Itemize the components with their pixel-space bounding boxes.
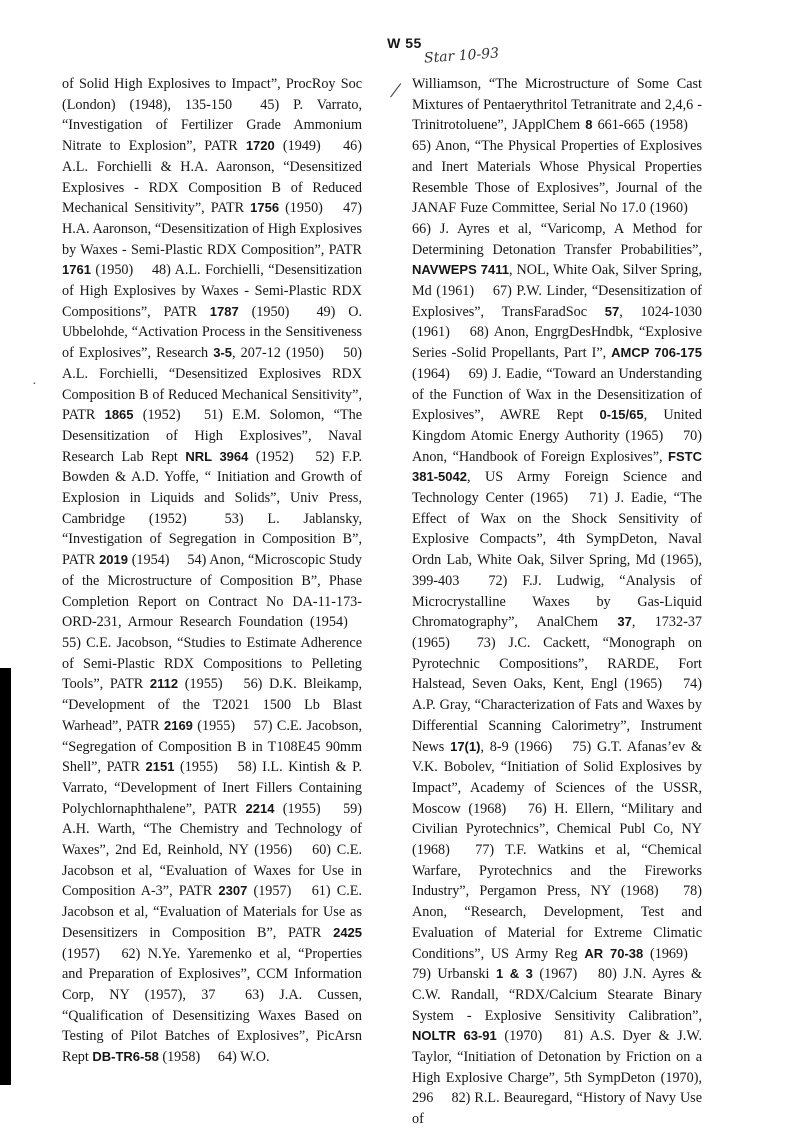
reference-tail: (1954) xyxy=(131,552,170,569)
reference-number: 59) xyxy=(343,800,362,817)
reference-bold-ref: NOLTR 63-91 xyxy=(412,1028,497,1044)
reference-text: N.Ye. Yaremenko et al, “Properties and Preparation of Explosives”, CCM Information Corp, NY (1957), 37 xyxy=(62,945,362,1003)
reference-text: A.L. Forchielli, “Desensitized Explosives RDX Composition B of Reduced Mechanical Sensitivity”, PATR xyxy=(62,365,362,424)
reference-tail: (1952) xyxy=(255,448,294,465)
reference-number: 61) xyxy=(311,883,331,900)
reference-tail: , United Kingdom Atomic Energy Authority (1965) xyxy=(412,407,703,444)
reference-bold-ref: 1756 xyxy=(250,200,280,216)
reference-tail: (1957) xyxy=(253,883,292,900)
reference-number: 77) xyxy=(475,842,495,859)
reference-bold-ref: 8 xyxy=(585,117,593,133)
page-number: W 55 xyxy=(387,35,422,51)
reference-text: A.L. Forchielli & H.A. Aaronson, “Desensitized Explosives - RDX Composition B of Reduced Mechanical Sensitivity”, PATR xyxy=(62,158,362,217)
reference-text: Anon, “The Physical Properties of Explosives and Inert Materials Whose Physical Properties Resemble Those of Explosives”, Journal of the JANAF Fuze Committee, Serial No 17.0 (1960) xyxy=(412,138,702,217)
reference-tail: (1964) xyxy=(412,365,450,382)
reference-text: Urbanski xyxy=(437,966,490,983)
reference-number: 60) xyxy=(312,842,332,859)
reference-number: 50) xyxy=(343,345,363,362)
reference-tail: (1950) xyxy=(95,262,134,279)
reference-number: 49) xyxy=(316,303,336,320)
reference-number: 70) xyxy=(683,427,702,444)
reference-number: 57) xyxy=(253,717,273,734)
reference-text: J. Eadie, “The Effect of Wax on the Shock Sensitivity of Explosive Compacts”, 4th SympDeton, Naval Ordn Lab, White Oak, Silver Spring, Md (1965), 399-403 xyxy=(412,490,703,589)
reference-text: W.O. xyxy=(240,1049,270,1066)
reference-bold-ref: 1761 xyxy=(62,262,91,278)
reference-text: P.W. Linder, “Desensitization of Explosives”, TransFaradSoc xyxy=(412,283,702,320)
reference-tail: (1955) xyxy=(184,676,223,693)
reference-text: J.N. Ayres & C.W. Randall, “RDX/Calcium Stearate Binary System - Explosive Sensitivity Calibration”, xyxy=(412,966,703,1024)
reference-number: 47) xyxy=(343,200,363,217)
reference-text: A.L. Forchielli, “Desensitization of High Explosives by Waxes - Semi-Plastic RDX Compositions”, PATR xyxy=(62,262,363,320)
reference-tail: (1957) xyxy=(62,945,100,962)
reference-bold-ref: AR 70-38 xyxy=(584,945,644,961)
reference-tail: , 207-12 (1950) xyxy=(232,345,324,362)
reference-number: 65) xyxy=(412,138,431,155)
reference-text: A.S. Dyer & J.W. Taylor, “Initiation of Detonation by Friction on a High Explosive Charge”, 5th SympDeton (1970), 296 xyxy=(412,1028,702,1107)
reference-number: 74) xyxy=(683,676,702,693)
reference-entry xyxy=(412,366,702,444)
reference-bold-ref: 3-5 xyxy=(213,345,233,361)
reference-tail: , NOL, White Oak, Silver Spring, Md (1961) xyxy=(412,262,702,300)
reference-number: 82) xyxy=(451,1090,471,1107)
reference-bold-ref: FSTC 381-5042 xyxy=(412,448,702,485)
reference-bold-ref: 2425 xyxy=(333,924,363,940)
reference-number: 51) xyxy=(203,407,223,424)
reference-text: C.E. Jacobson et al, “Evaluation of Waxes for Use in Composition A-3”, PATR xyxy=(62,842,363,900)
reference-tail: (1955) xyxy=(180,759,218,776)
reference-text: H.A. Aaronson, “Desensitization of High Explosives by Waxes - Semi-Plastic RDX Composition”, PATR xyxy=(62,220,362,258)
reference-number: 46) xyxy=(343,138,362,155)
reference-bold-ref: 1865 xyxy=(104,407,134,423)
reference-number: 71) xyxy=(589,490,609,507)
reference-text: of Solid High Explosives to Impact”, ProcRoy Soc (London) (1948), 135-150 xyxy=(62,76,362,113)
reference-text: Anon, “Microscopic Study of the Microstructure of Composition B”, Phase Completion Report on Contract No DA-11-173-ORD-231, Armour Research Foundation (1954) xyxy=(62,552,362,631)
reference-tail: (1967) xyxy=(539,966,578,983)
reference-entry xyxy=(412,1090,702,1127)
reference-number: 48) xyxy=(151,262,171,279)
reference-tail: (1955) xyxy=(282,800,321,817)
reference-entry xyxy=(412,138,702,216)
reference-bold-ref: 2169 xyxy=(163,717,193,733)
reference-bold-ref: 2112 xyxy=(149,676,179,692)
right-column xyxy=(412,74,702,1130)
reference-tail: , US Army Foreign Science and Technology Center (1965) xyxy=(412,469,702,507)
reference-bold-ref: 2151 xyxy=(145,759,175,775)
reference-number: 66) xyxy=(412,220,431,237)
reference-text: O. Ubbelohde, “Activation Process in the Sensitiveness of Explosives”, Research xyxy=(62,303,363,362)
reference-text: Anon, “Research, Development, Test and Evaluation of Material for Extreme Climatic Conditions”, US Army Reg xyxy=(412,904,702,962)
reference-bold-ref: 2307 xyxy=(218,883,248,899)
reference-text: F.P. Bowden & A.D. Yoffe, “ Initiation and Growth of Explosion in Liquids and Solids”, Univ Press, Cambridge (1952) xyxy=(62,448,363,527)
reference-number: 73) xyxy=(476,634,496,651)
reference-number: 45) xyxy=(260,96,280,113)
reference-number: 63) xyxy=(245,986,264,1003)
reference-bold-ref: 2019 xyxy=(99,552,128,568)
reference-tail: , 1024-1030 (1961) xyxy=(412,303,702,341)
reference-text: Anon, EngrgDesHndbk, “Explosive Series -Solid Propellants, Part I”, xyxy=(412,324,703,362)
reference-tail: (1955) xyxy=(197,717,236,734)
reference-text: Anon, “Handbook of Foreign Explosives”, xyxy=(412,448,663,465)
reference-text: J.C. Cackett, “Monograph on Pyrotechnic Compositions”, RARDE, Fort Halstead, Seven Oaks, Kent, Engl (1965) xyxy=(412,634,703,693)
reference-number: 54) xyxy=(187,552,207,569)
reference-tail: , 8-9 (1966) xyxy=(480,738,553,755)
reference-text: A.P. Gray, “Characterization of Fats and Waxes by Differential Scanning Calorimetry”, Instrument News xyxy=(412,697,702,755)
reference-tail: (1969) xyxy=(650,945,688,962)
reference-number: 68) xyxy=(469,324,489,341)
margin-dot-mark: · xyxy=(32,377,37,392)
reference-number: 67) xyxy=(492,283,512,300)
reference-text: I.L. Kintish & P. Varrato, “Development of Inert Fillers Containing Polychlornaphthalene”, PATR xyxy=(62,759,363,817)
reference-tail: , 1732-37 (1965) xyxy=(412,614,703,651)
reference-text: C.E. Jacobson et al, “Evaluation of Materials for Use as Desensitizers in Composition B”, PATR xyxy=(62,883,363,941)
reference-text: Williamson, “The Microstructure of Some Cast Mixtures of Pentaerythritol Tetranitrate and 2,4,6 - Trinitrotoluene”, JApplChem xyxy=(412,76,702,134)
reference-tail: (1950) xyxy=(251,303,290,320)
reference-bold-ref: 17(1) xyxy=(450,738,481,754)
reference-text: H. Ellern, “Military and Civilian Pyrotechnics”, Chemical Publ Co, NY (1968) xyxy=(412,800,702,859)
reference-number: 56) xyxy=(243,676,263,693)
reference-number: 53) xyxy=(224,510,244,527)
reference-tail: (1952) xyxy=(142,407,181,424)
reference-entry xyxy=(218,1049,270,1065)
reference-text: J. Ayres et al, “Varicomp, A Method for Determining Detonation Transfer Probabilities”, xyxy=(412,220,702,258)
reference-tail: (1970) xyxy=(504,1028,543,1045)
scan-margin-bar xyxy=(0,668,11,1085)
reference-entry xyxy=(412,966,577,982)
reference-bold-ref: 1720 xyxy=(245,138,275,154)
reference-bold-ref: DB-TR6-58 xyxy=(92,1049,159,1065)
reference-tail: (1950) xyxy=(285,200,323,217)
reference-text: J.A. Cussen, “Qualification of Desensitizing Waxes Based on Testing of Pilot Batches of Explosives”, PicArsn Rept xyxy=(62,986,363,1066)
reference-entry xyxy=(412,635,702,692)
reference-bold-ref: NRL 3964 xyxy=(185,448,249,464)
reference-text: D.K. Bleikamp, “Development of the T2021 1500 Lb Blast Warhead”, PATR xyxy=(62,676,363,734)
reference-text: R.L. Beauregard, “History of Navy Use of xyxy=(412,1090,703,1128)
reference-entry xyxy=(412,842,702,899)
reference-entry xyxy=(412,76,702,133)
reference-number: 62) xyxy=(121,945,141,962)
reference-text: G.T. Afanas’ev & V.K. Bobolev, “Initiation of Solid Explosives by Impact”, Academy of Sciences of the USSR, Moscow (1968) xyxy=(412,738,703,817)
reference-bold-ref: 37 xyxy=(617,614,632,630)
left-column xyxy=(62,74,362,1068)
reference-bold-ref: 1787 xyxy=(209,303,239,319)
reference-number: 52) xyxy=(315,448,335,465)
reference-bold-ref: 0-15/65 xyxy=(599,407,644,423)
reference-number: 55) xyxy=(62,634,81,651)
reference-number: 81) xyxy=(564,1028,583,1045)
margin-slash-mark: / xyxy=(388,77,403,105)
reference-number: 75) xyxy=(572,738,592,755)
reference-bold-ref: 2214 xyxy=(245,800,275,816)
reference-number: 69) xyxy=(468,365,488,382)
reference-text: C.E. Jacobson, “Segregation of Composition B in T108E45 90mm Shell”, PATR xyxy=(62,717,362,776)
reference-bold-ref: NAVWEPS 7411 xyxy=(412,262,510,278)
reference-tail: (1949) xyxy=(282,138,321,155)
reference-text: J. Eadie, “Toward an Understanding of the Function of Wax in the Desensitization of Explosives”, AWRE Rept xyxy=(412,365,703,424)
reference-text: T.F. Watkins et al, “Chemical Warfare, Pyrotechnics and the Fireworks Industry”, Pergamon Press, NY (1968) xyxy=(412,842,703,900)
reference-number: 78) xyxy=(683,883,702,900)
reference-bold-ref: 1 & 3 xyxy=(495,966,533,982)
reference-bold-ref: AMCP 706-175 xyxy=(611,345,702,361)
reference-text: F.J. Ludwig, “Analysis of Microcrystalline Waxes by Gas-Liquid Chromatography”, AnalChem xyxy=(412,572,702,631)
reference-text: L. Jablansky, “Investigation of Segregation in Composition B”, PATR xyxy=(62,510,363,569)
reference-number: 58) xyxy=(237,759,257,776)
handwritten-annotation: Star 10-93 xyxy=(423,45,500,67)
reference-tail: 661-665 (1958) xyxy=(597,117,688,134)
reference-text: P. Varrato, “Investigation of Fertilizer Grade Ammonium Nitrate to Explosion”, PATR xyxy=(62,96,363,155)
reference-text: A.H. Warth, “The Chemistry and Technology of Waxes”, 2nd Ed, Reinhold, NY (1956) xyxy=(62,821,362,859)
reference-text: C.E. Jacobson, “Studies to Estimate Adherence of Semi-Plastic RDX Compositions to Pelleting Tools”, PATR xyxy=(62,634,362,693)
reference-number: 76) xyxy=(527,800,547,817)
reference-number: 64) xyxy=(217,1049,237,1066)
reference-number: 72) xyxy=(488,572,508,589)
reference-tail: (1958) xyxy=(162,1049,201,1066)
reference-bold-ref: 57 xyxy=(604,303,620,319)
reference-number: 79) xyxy=(412,966,431,983)
reference-text: E.M. Solomon, “The Desensitization of High Explosives”, Naval Research Lab Rept xyxy=(62,407,362,465)
reference-number: 80) xyxy=(597,966,617,983)
